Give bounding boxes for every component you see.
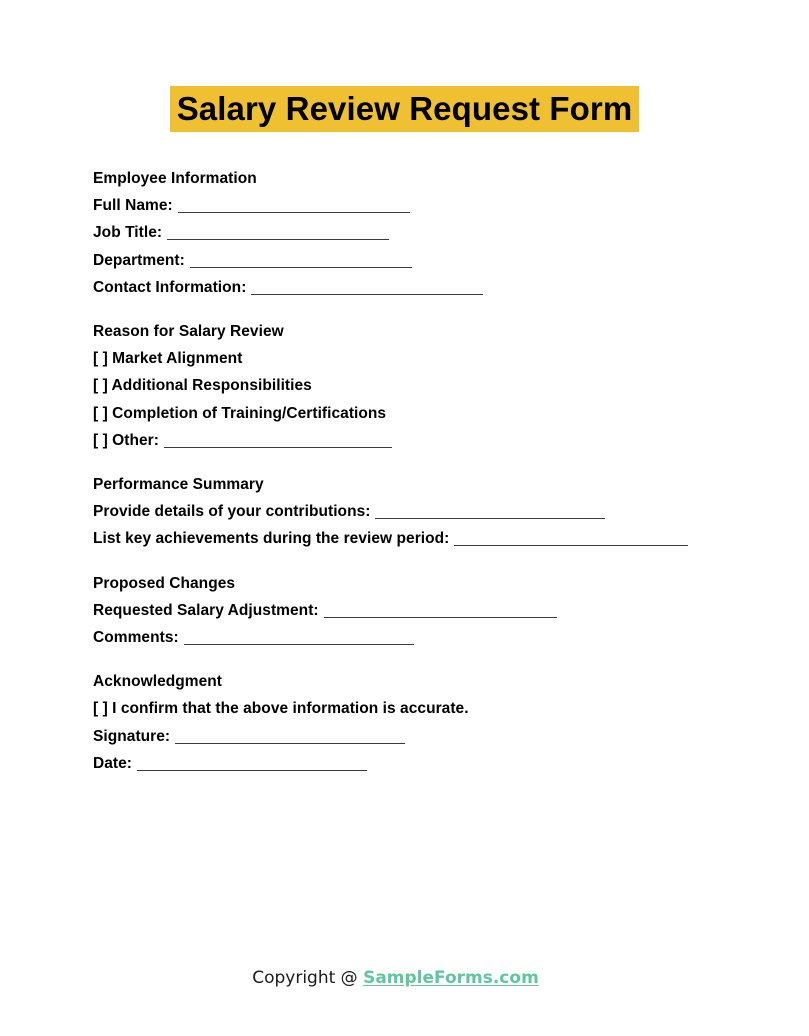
form-field-row [93,219,793,246]
section-heading: Acknowledgment [93,673,223,691]
footer-copyright-text [252,968,539,988]
form-field-blank-line[interactable] [178,212,410,213]
form-field-blank-line[interactable] [454,545,688,546]
form-field-blank-line[interactable] [137,770,367,771]
form-field-row [93,597,793,624]
form-field-row [93,247,793,274]
form-field-blank-line[interactable] [251,294,483,295]
section-gap [93,454,793,471]
form-field-label: [ ] Other: [93,431,159,449]
form-field-blank-line[interactable] [184,644,414,645]
section-gap [93,553,793,570]
form-field-label: Comments: [93,629,179,647]
document-title-row [0,86,809,132]
form-body [93,165,793,777]
form-field-row [93,400,793,427]
form-field-row [93,525,793,552]
form-field-blank-line[interactable] [375,518,605,519]
form-field-blank-line[interactable] [167,239,389,240]
form-field-row [93,274,793,301]
form-field-blank-line[interactable] [175,743,405,744]
form-field-row [93,750,793,777]
footer-sampleforms-link[interactable]: SampleForms.com [363,968,539,988]
form-field-blank-line[interactable] [324,617,557,618]
form-field-label: [ ] Additional Responsibilities [93,377,312,395]
form-field-label: Department: [93,251,185,269]
form-field-row [93,192,793,219]
footer [0,966,809,990]
section-heading: Proposed Changes [93,574,236,592]
section-heading: Reason for Salary Review [93,323,284,341]
form-field-label: Provide details of your contributions: [93,503,371,521]
form-field-label: Date: [93,754,133,772]
section-heading: Employee Information [93,170,257,187]
form-field-label: Contact Information: [93,278,247,296]
form-field-label: [ ] Completion of Training/Certifications [93,404,387,422]
form-field-blank-line[interactable] [190,267,412,268]
form-field-label: [ ] Market Alignment [93,350,243,368]
form-field-row [93,345,793,372]
form-field-row [93,372,793,399]
page-title: Salary Review Request Form [170,86,640,132]
form-field-row [93,723,793,750]
form-field-label: Requested Salary Adjustment: [93,601,319,619]
section-heading: Performance Summary [93,476,264,494]
section-gap [93,651,793,668]
form-field-label: Signature: [93,727,171,745]
form-field-label: Full Name: [93,197,173,215]
footer-copyright-label: Copyright @ [252,968,364,988]
form-field-label: List key achievements during the review period: [93,530,450,548]
form-field-row [93,427,793,454]
form-field-label: [ ] I confirm that the above information is accurate. [93,700,469,718]
form-field-label: Job Title: [93,224,163,242]
form-field-row [93,695,793,722]
form-field-row [93,498,793,525]
form-field-blank-line[interactable] [164,447,392,448]
form-field-row [93,624,793,651]
section-gap [93,301,793,318]
